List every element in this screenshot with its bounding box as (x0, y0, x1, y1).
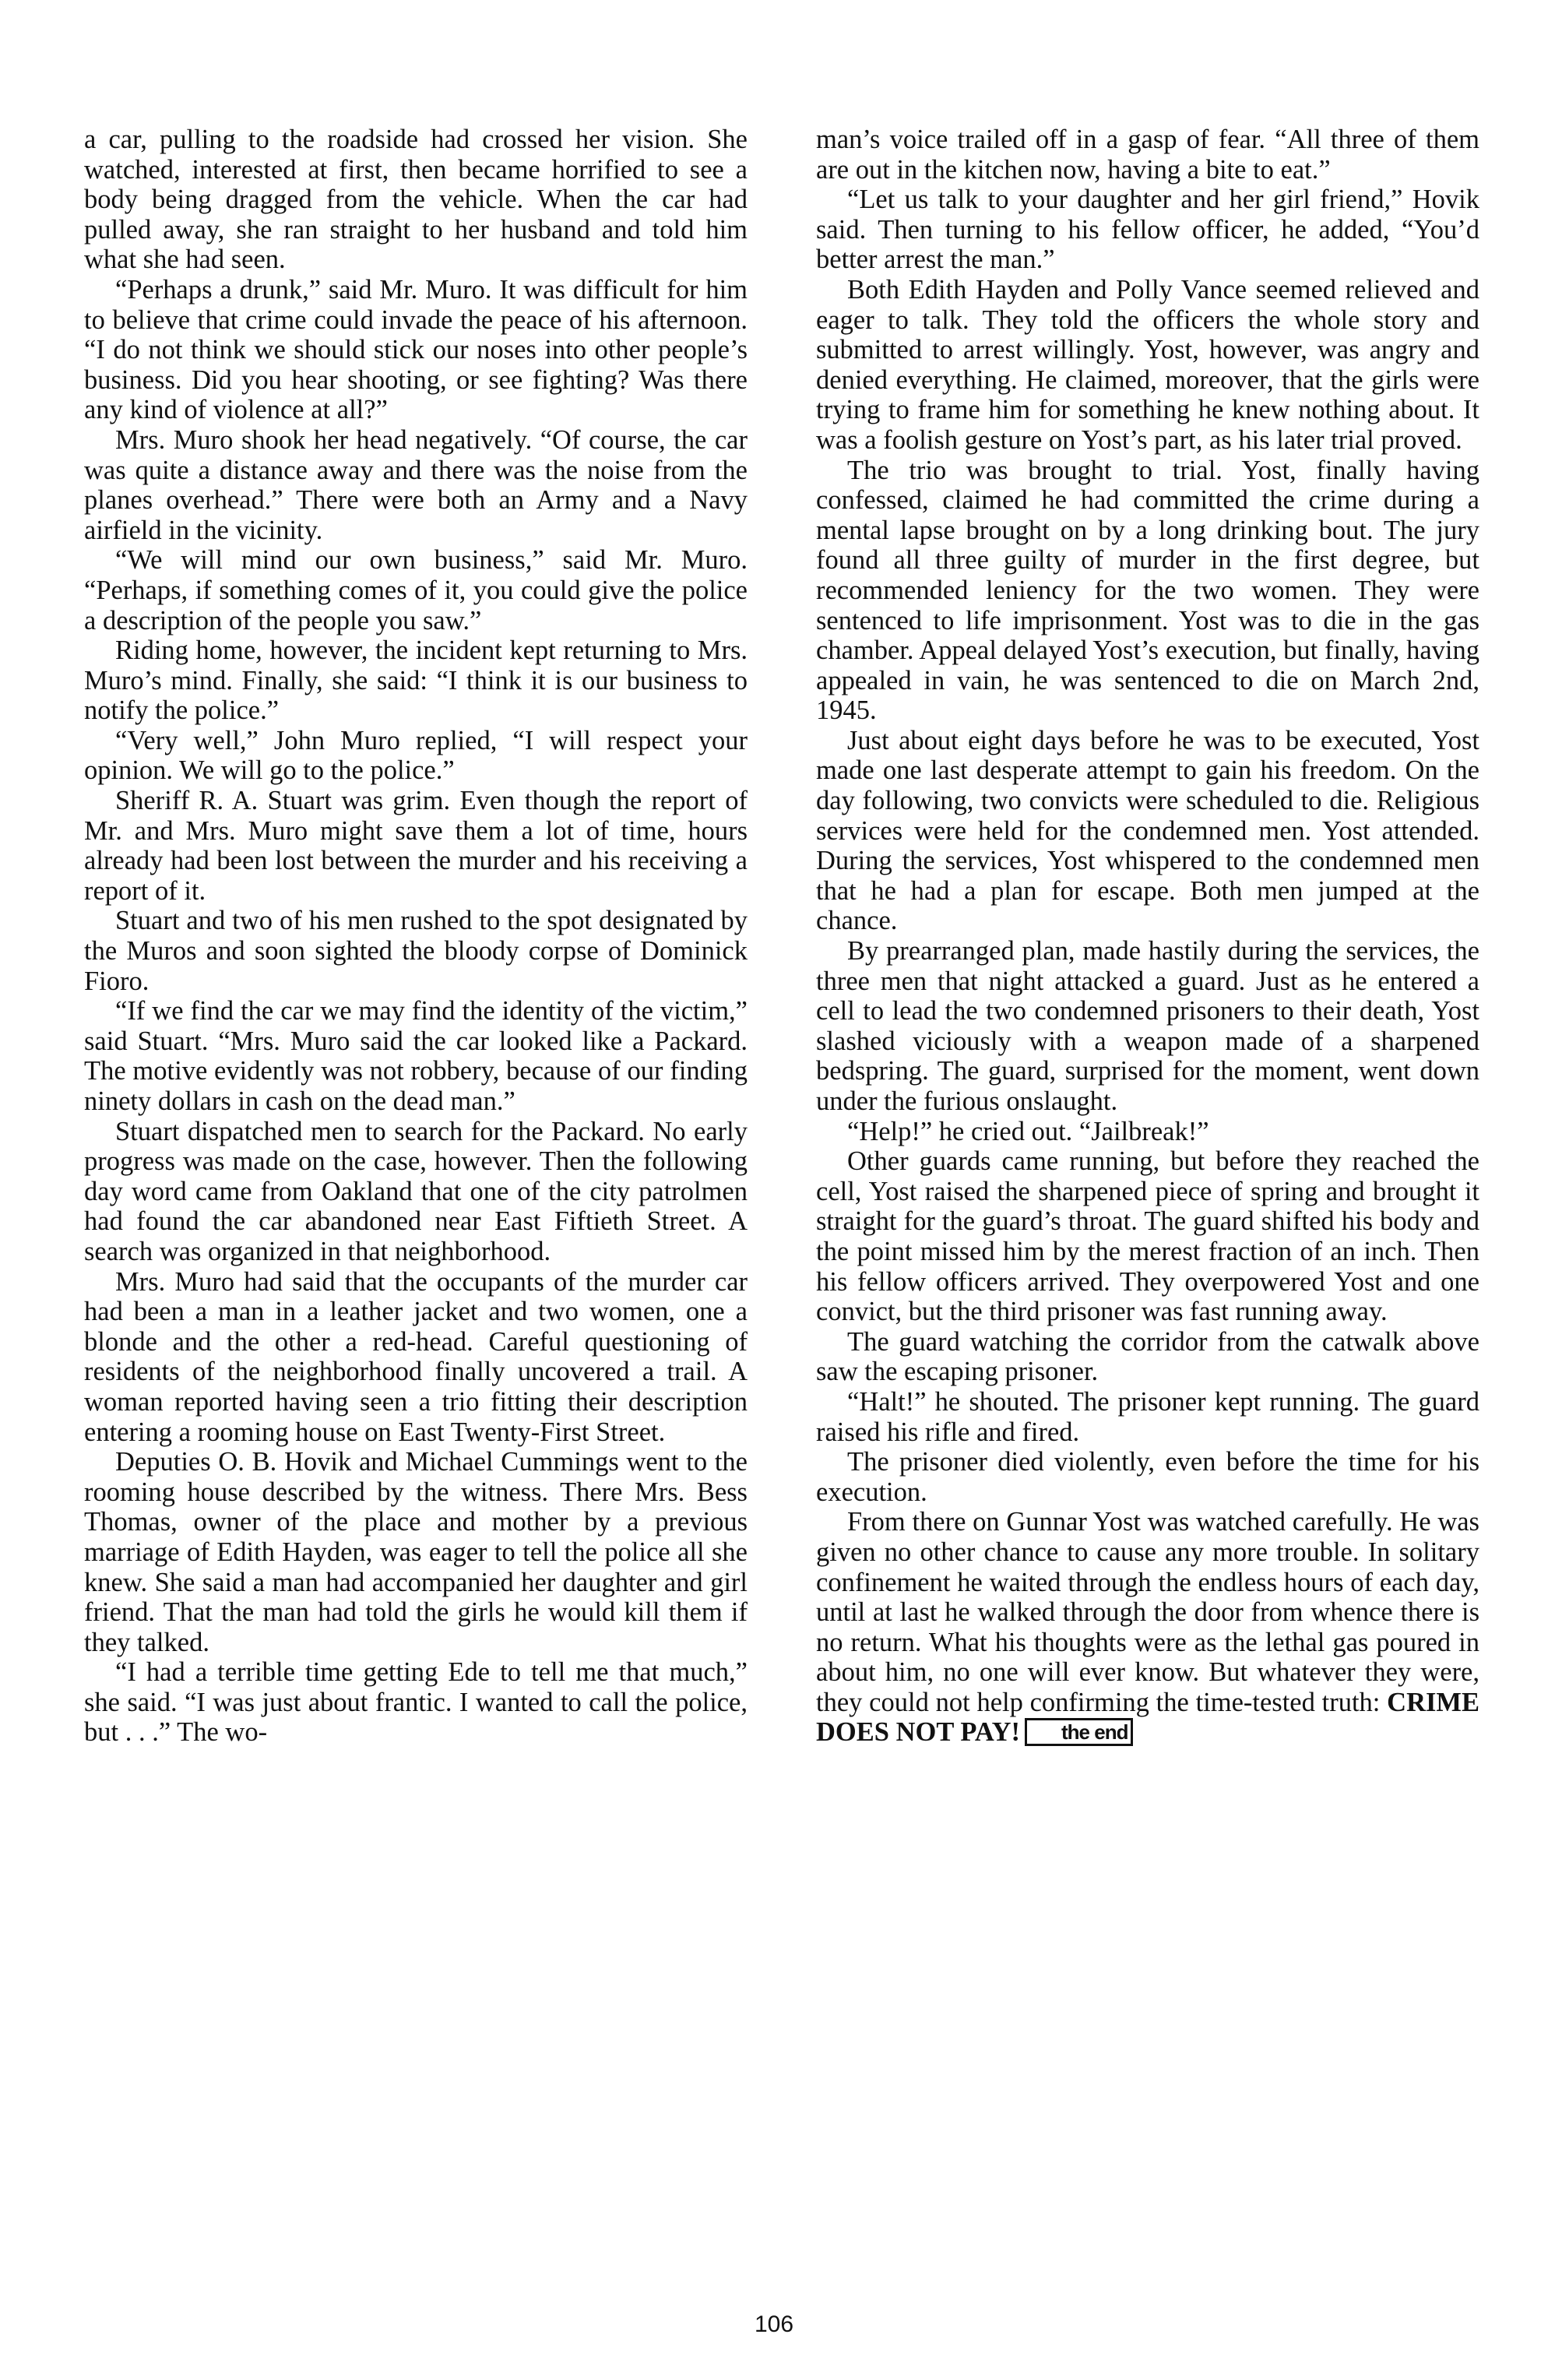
paragraph: Deputies O. B. Hovik and Michael Cummings went to the rooming house described by the witness. There Mrs. Bess Thomas, owner of the place and mother by a previous marriage of Edith Hayden, was eager to tell the police all she knew. She said a man had accompanied her daughter and girl friend. That the man had told the girls he would kill them if they talked. (84, 1447, 748, 1657)
paragraph: “Help!” he cried out. “Jailbreak!” (847, 1116, 1209, 1146)
the-end-mark: the end (1025, 1718, 1133, 1746)
left-column (84, 125, 748, 1748)
paragraph: Both Edith Hayden and Polly Vance seemed relieved and eager to talk. They told the officers the whole story and submitted to arrest willingly. Yost, however, was angry and denied everything. He claimed, moreover, that the girls were trying to frame him for something he knew nothing about. It was a foolish gesture on Yost’s part, as his later trial proved. (816, 274, 1479, 455)
page-number: 106 (754, 2311, 794, 2337)
paragraph: Riding home, however, the incident kept returning to Mrs. Muro’s mind. Finally, she said: “I think it is our business to notify the police.” (84, 635, 748, 726)
paragraph: Mrs. Muro shook her head negatively. “Of course, the car was quite a distance away and there was the noise from the planes overhead.” There were both an Army and a Navy airfield in the vicinity. (84, 424, 748, 545)
right-column (816, 125, 1479, 1748)
paragraph: “Halt!” he shouted. The prisoner kept running. The guard raised his rifle and fired. (816, 1386, 1479, 1447)
paragraph: man’s voice trailed off in a gasp of fear. “All three of them are out in the kitchen now, having a bite to eat.” (816, 125, 1479, 185)
paragraph: “We will mind our own business,” said Mr. Muro. “Perhaps, if something comes of it, you could give the police a description of the people you saw.” (84, 545, 748, 635)
paragraph: The trio was brought to trial. Yost, finally having confessed, claimed he had committed the crime during a mental lapse brought on by a long drinking bout. The jury found all three guilty of murder in the first degree, but recommended leniency for the two women. They were sentenced to life imprisonment. Yost was to die in the gas chamber. Appeal delayed Yost’s execution, but finally, having appealed in vain, he was sentenced to die on March 2nd, 1945. (816, 455, 1479, 726)
paragraph: The guard watching the corridor from the catwalk above saw the escaping prisoner. (816, 1326, 1479, 1387)
paragraph: Sheriff R. A. Stuart was grim. Even though the report of Mr. and Mrs. Muro might save them a lot of time, hours already had been lost between the murder and his receiving a report of it. (84, 786, 748, 906)
paragraph: By prearranged plan, made hastily during the services, the three men that night attacked a guard. Just as he entered a cell to lead the two condemned prisoners to their death, Yost slashed viciously with a weapon made of a sharpened bedspring. The guard, surprised for the moment, went down under the furious onslaught. (816, 936, 1479, 1116)
paragraph: “I had a terrible time getting Ede to tell me that much,” she said. “I was just about frantic. I wanted to call the police, but . . .” The wo- (84, 1657, 748, 1748)
paragraph: Stuart dispatched men to search for the Packard. No early progress was made on the case, however. Then the following day word came from Oakland that one of the city patrolmen had found the car abandoned near East Fiftieth Street. A search was organized in that neighborhood. (84, 1116, 748, 1266)
paragraph: Mrs. Muro had said that the occupants of the murder car had been a man in a leather jacket and two women, one a blonde and the other a red-head. Careful questioning of residents of the neighborhood finally uncovered a trail. A woman reported having seen a trio fitting their description entering a rooming house on East Twenty-First Street. (84, 1266, 748, 1447)
paragraph: “Perhaps a drunk,” said Mr. Muro. It was difficult for him to believe that crime could invade the peace of his afternoon. “I do not think we should stick our noses into other people’s business. Did you hear shooting, or see fighting? Was there any kind of violence at all?” (84, 274, 748, 425)
paragraph: Just about eight days before he was to be executed, Yost made one last desperate attempt to gain his freedom. On the day following, two convicts were scheduled to die. Religious services were held for the condemned men. Yost attended. During the services, Yost whispered to the condemned men that he had a plan for escape. Both men jumped at the chance. (816, 725, 1479, 936)
paragraph: The prisoner died violently, even before the time for his execution. (816, 1447, 1479, 1507)
paragraph: “Let us talk to your daughter and her girl friend,” Hovik said. Then turning to his fellow officer, he added, “You’d better arrest the man.” (816, 185, 1479, 275)
paragraph: “Very well,” John Muro replied, “I will respect your opinion. We will go to the police.” (84, 725, 748, 786)
paragraph: Stuart and two of his men rushed to the spot designated by the Muros and soon sighted the bloody corpse of Dominick Fioro. (84, 906, 748, 996)
final-paragraph (816, 1507, 1479, 1748)
paragraph: “If we find the car we may find the identity of the victim,” said Stuart. “Mrs. Muro said the car looked like a Packard. The motive evidently was not robbery, because of our finding ninety dollars in cash on the dead man.” (84, 996, 748, 1116)
paragraph: a car, pulling to the roadside had crossed her vision. She watched, interested at first, then became horrified to see a body being dragged from the vehicle. When the car had pulled away, she ran straight to her husband and told him what she had seen. (84, 125, 748, 275)
paragraph-text: From there on Gunnar Yost was watched carefully. He was given no other chance to cause any more trouble. In solitary confinement he waited through the endless hours of each day, until at last he walked through the door from whence there is no return. What his thoughts were as the lethal gas poured in about him, no one will ever know. But whatever they were, they could not help confirming the time-tested truth: (816, 1507, 1479, 1717)
tagline: CRIME DOES NOT PAY! (816, 1687, 1480, 1748)
paragraph: Other guards came running, but before they reached the cell, Yost raised the sharpened piece of spring and brought it straight for the guard’s throat. The guard shifted his body and the point missed him by the merest fraction of an inch. Then his fellow officers arrived. They overpowered Yost and one convict, but the third prisoner was fast running away. (816, 1146, 1479, 1327)
